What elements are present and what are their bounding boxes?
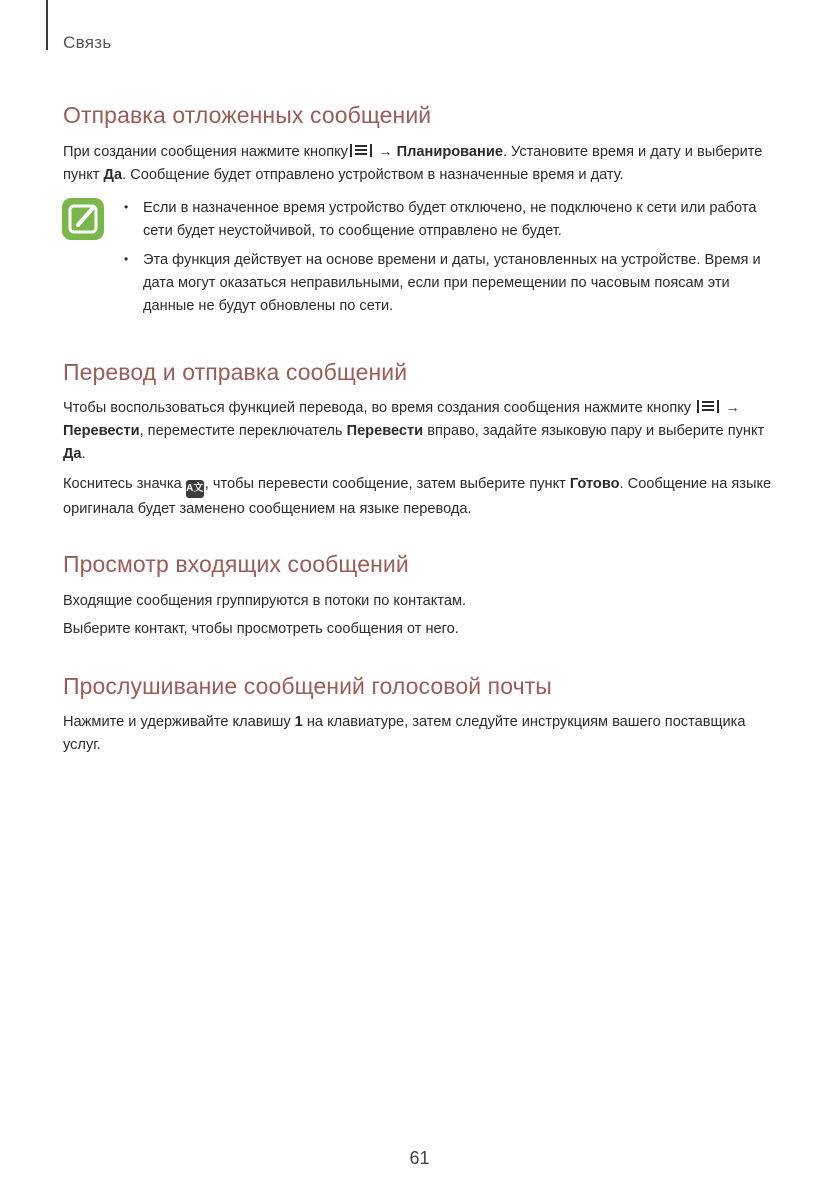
page-number: 61 [409,1148,430,1168]
header-rule [46,0,48,50]
section-translate-text: Чтобы воспользоваться функцией перевода, во время создания сообщения нажмите кнопку → Перевести, переместите переключатель Перевести вправо, задайте языковую пару и выберите пункт Да. [63,400,765,462]
bullet-marker: • [124,252,129,266]
chapter-title: Связь [63,33,112,52]
section-translate-text-2: Коснитесь значка A文, чтобы перевести сообщение, затем выберите пункт Готово. Сообщение на языке оригинала будет заменено сообщением на языке перевода. [63,476,772,517]
menu-key-icon [350,144,372,157]
translate-icon: A文 [186,480,204,498]
section-title-scheduled: Отправка отложенных сообщений [63,102,432,128]
section-inbox-text-2: Выберите контакт, чтобы просмотреть сообщения от него. [63,621,459,637]
section-scheduled-text: При создании сообщения нажмите кнопку → Планирование. Установите время и дату и выберите пункт Да. Сообщение будет отправлено устройством в назначенные время и дату. [63,144,763,183]
note-item: Если в назначенное время устройство будет отключено, не подключено к сети или работа сети будет неустойчивой, то сообщение отправлено не будет. [143,200,757,239]
bullet-marker: • [124,200,129,214]
note-icon [62,198,104,240]
section-title-inbox: Просмотр входящих сообщений [63,551,409,577]
section-title-translate: Перевод и отправка сообщений [63,359,408,385]
note-item: Эта функция действует на основе времени и даты, установленных на устройстве. Время и дата могут оказаться неправильными, если при перемещении по часовым поясам эти данные не будут обновлены по сети. [143,252,761,314]
section-title-voicemail: Прослушивание сообщений голосовой почты [63,673,552,699]
menu-key-icon [697,400,719,413]
section-inbox-text-1: Входящие сообщения группируются в потоки по контактам. [63,593,467,609]
section-voicemail-text: Нажмите и удерживайте клавишу 1 на клавиатуре, затем следуйте инструкциям вашего поставщика услуг. [63,714,746,753]
